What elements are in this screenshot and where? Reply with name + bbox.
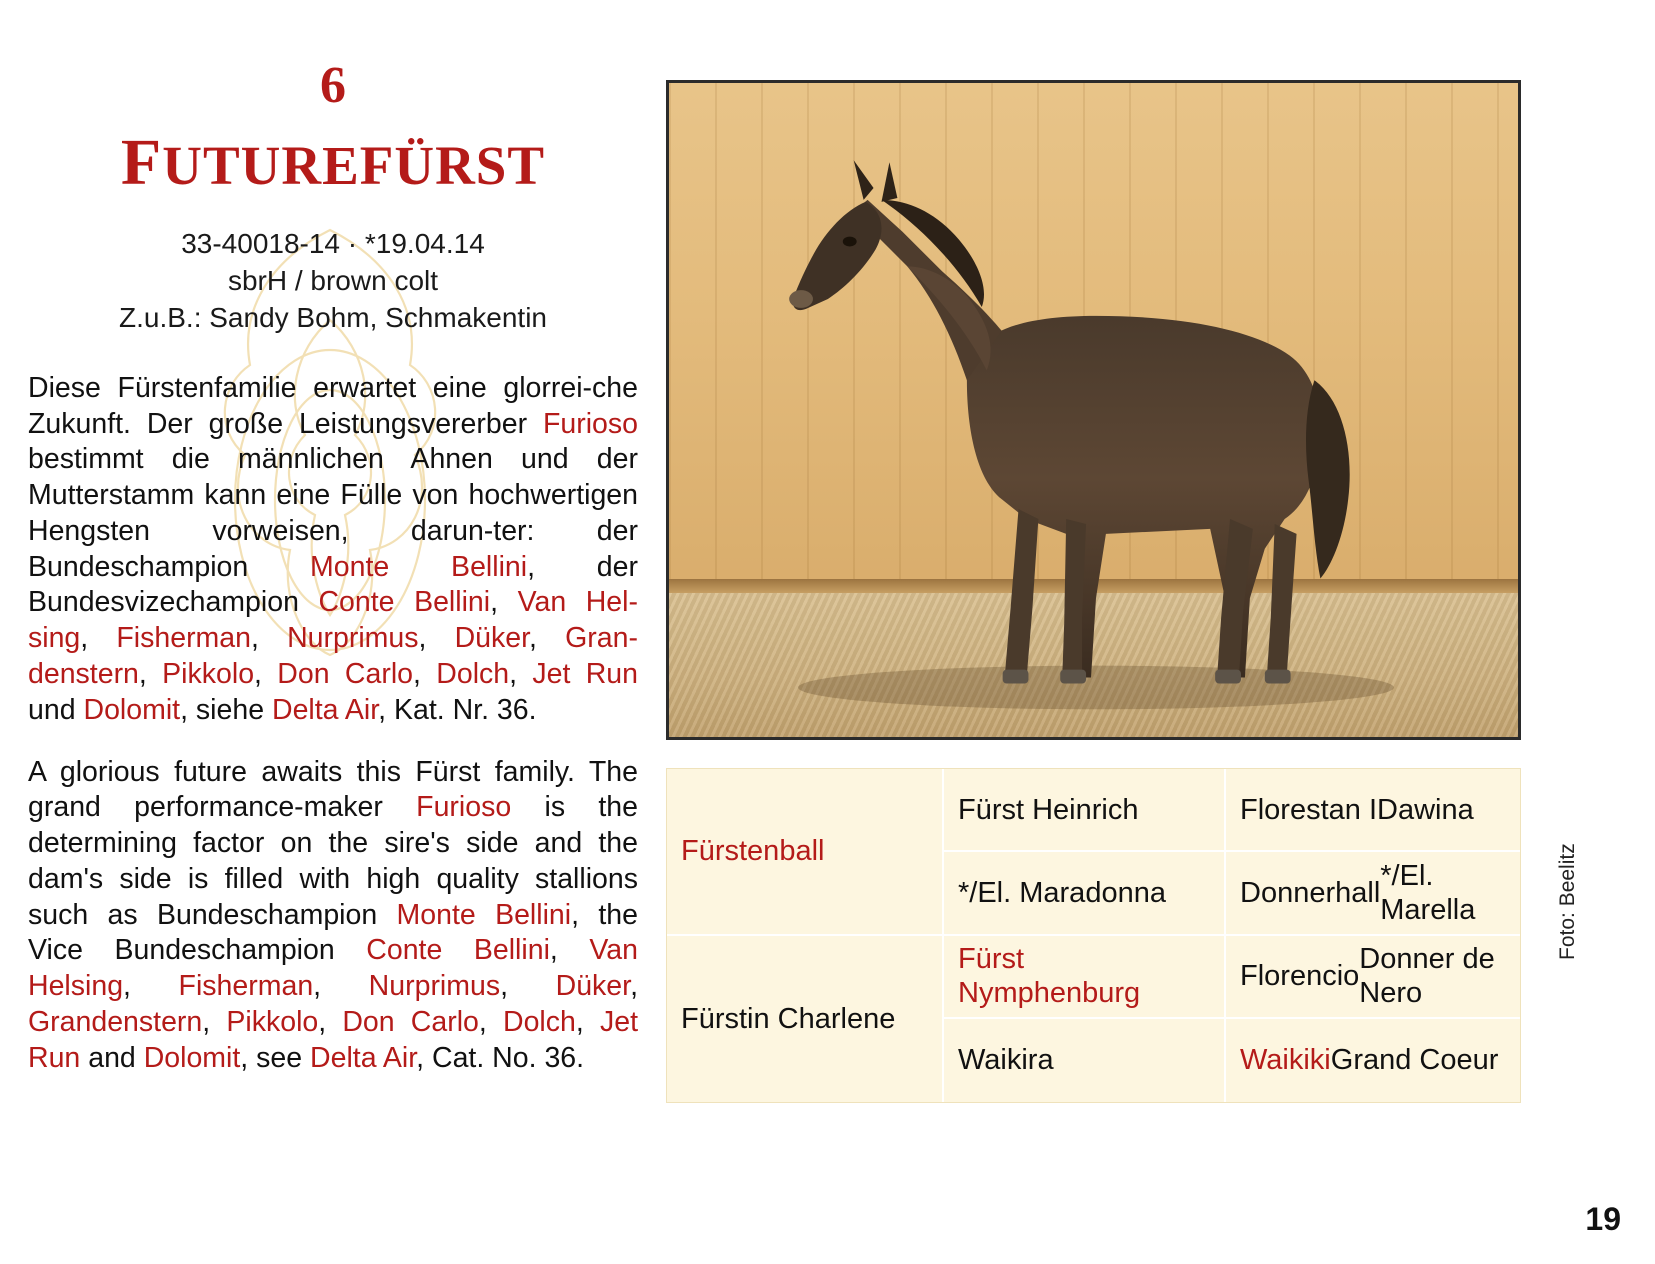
breeder-line: Z.u.B.: Sandy Bohm, Schmakentin: [119, 301, 547, 333]
pedigree-sire-sire-parents: [1226, 769, 1520, 852]
pedigree-dam-dam: Waikira: [944, 1019, 1226, 1102]
pedigree-sire-sire-father: Florestan I: [1240, 793, 1377, 826]
identification-block: [28, 226, 638, 337]
pedigree-sire-dam-parents: [1226, 852, 1520, 935]
pedigree-table: [666, 768, 1521, 1103]
pedigree-dam-sire: Fürst Nymphenburg: [944, 936, 1226, 1019]
foal-name-initial: F: [120, 126, 163, 199]
pedigree-sire-dam-father: Donnerhall: [1240, 876, 1381, 909]
pedigree-dam: Fürstin Charlene: [667, 936, 944, 1103]
pedigree-sire-dam: */El. Maradonna: [944, 852, 1226, 935]
pedigree-dam-dam-parents: [1226, 1019, 1520, 1102]
pedigree-dam-sire-parents: [1226, 936, 1520, 1019]
pedigree-dam-dam-mother: Grand Coeur: [1330, 1044, 1499, 1077]
pedigree-sire-sire: Fürst Heinrich: [944, 769, 1226, 852]
foal-silhouette: [669, 83, 1518, 737]
pedigree-sire: Fürstenball: [667, 769, 944, 936]
pedigree-sire-dam-mother: */El. Marella: [1380, 859, 1476, 926]
foal-photo: [666, 80, 1521, 740]
foal-name: [28, 126, 638, 199]
registration-number: 33-40018-14 · *19.04.14: [181, 228, 485, 259]
foal-info-column: [28, 57, 639, 1102]
description-english: A glorious future awaits this Fürst family. The grand performance-maker Furioso is the determining factor on the sire's side and the dam's side is filled with high quality stallions such as Bundeschampion Monte Bellini, the Vice Bundeschampion Conte Bellini, Van Helsing, Fisherman, Nurprimus, Düker, Grandenstern, Pikkolo, Don Carlo, Dolch, Jet Run and Dolomit, see Delta Air, Cat. No. 36.: [28, 755, 638, 1074]
catalog-number: 6: [320, 57, 346, 114]
pedigree-dam-dam-father: Waikiki: [1240, 1044, 1331, 1077]
page-number: 19: [1585, 1201, 1621, 1237]
sex-and-colour: sbrH / brown colt: [227, 264, 439, 296]
pedigree-dam-sire-mother: Donner de Nero: [1359, 942, 1495, 1010]
foal-name-rest: UTUREFÜRST: [162, 135, 546, 196]
pedigree-dam-sire-father: Florencio: [1240, 960, 1360, 993]
photo-credit: Foto: Beelitz: [1556, 843, 1579, 960]
pedigree-sire-sire-mother: Dawina: [1377, 793, 1474, 826]
description-german: Diese Fürstenfamilie erwartet eine glorrei-che Zukunft. Der große Leistungsvererber Furioso bestimmt die männlichen Ahnen und der Mutterstamm kann eine Fülle von hochwertigen Hengsten vorweisen, darun-ter: der Bundeschampion Monte Bellini, der Bundesvizechampion Conte Bellini, Van Hel-sing, Fisherman, Nurprimus, Düker, Gran-denstern, Pikkolo, Don Carlo, Dolch, Jet Run und Dolomit, siehe Delta Air, Kat. Nr. 36.: [28, 371, 639, 726]
